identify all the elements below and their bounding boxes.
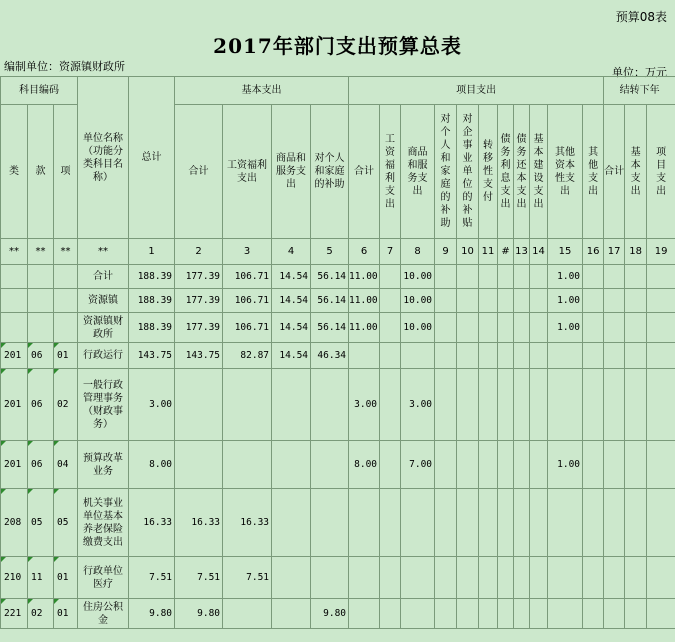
cell-lei [1,313,28,343]
cell-value [514,313,530,343]
cell-unit-name: 预算改革业务 [78,441,129,489]
column-number-0: ** [1,239,28,265]
cell-value [457,265,479,289]
cell-value: 177.39 [175,313,223,343]
cell-value [380,599,401,629]
column-number-20: 17 [604,239,625,265]
header-carry: 结转下年 [604,77,675,105]
cell-value: 188.39 [129,265,175,289]
cell-value [457,557,479,599]
cell-value [272,557,311,599]
cell-value [349,557,380,599]
cell-value [604,289,625,313]
cell-value [380,489,401,557]
header-subject-code: 科目编码 [1,77,78,105]
header-c-basic: 基本支出 [630,146,641,197]
cell-value [457,441,479,489]
header-p-transfer: 转移性支付 [483,140,494,203]
header-p-debt-int: 债务利息支出 [500,133,511,210]
cell-value [479,441,498,489]
cell-lei: 201 [1,369,28,441]
column-number-7: 4 [272,239,311,265]
cell-kuan: 05 [28,489,54,557]
cell-lei [1,289,28,313]
table-row [1,441,675,489]
header-xiang: 项 [54,105,78,239]
cell-value [311,489,349,557]
column-number-18: 15 [548,239,583,265]
cell-value [514,441,530,489]
cell-value [498,599,514,629]
cell-value [514,369,530,441]
cell-value [583,289,604,313]
cell-value [380,289,401,313]
table-row [1,599,675,629]
cell-value [311,557,349,599]
header-b-subsidy: 对个人和家庭的补助 [311,105,349,239]
cell-value [498,369,514,441]
cell-value [175,369,223,441]
cell-value [457,369,479,441]
cell-value [604,441,625,489]
cell-value [583,557,604,599]
cell-value [514,557,530,599]
cell-value [479,369,498,441]
cell-value [583,265,604,289]
cell-value: 11.00 [349,265,380,289]
cell-value [380,369,401,441]
column-number-4: 1 [129,239,175,265]
header-p-other: 其他支出 [588,146,599,197]
cell-value: 7.51 [175,557,223,599]
cell-unit-name: 合计 [78,265,129,289]
cell-value: 8.00 [129,441,175,489]
cell-value [479,557,498,599]
cell-value [583,599,604,629]
cell-value [625,369,647,441]
cell-value: 9.80 [175,599,223,629]
cell-value [583,489,604,557]
cell-value [380,441,401,489]
table-row [1,343,675,369]
cell-value [479,265,498,289]
cell-value: 56.14 [311,265,349,289]
header-project: 项目支出 [349,77,604,105]
cell-value [380,343,401,369]
cell-value [647,441,675,489]
header-b-wage: 工资福利支出 [223,105,272,239]
cell-value [514,489,530,557]
cell-value [530,599,548,629]
cell-value [380,557,401,599]
column-number-16: 13 [514,239,530,265]
cell-value [223,599,272,629]
header-p-subsidy: 对个人和家庭的补助 [440,114,451,229]
table-row [1,557,675,599]
cell-value [272,441,311,489]
cell-value [514,265,530,289]
header-total: 总计 [129,77,175,239]
header-p-debt-repay: 债务还本支出 [516,133,527,210]
cell-value [548,557,583,599]
cell-value [647,265,675,289]
cell-value [349,489,380,557]
cell-unit-name: 机关事业单位基本养老保险缴费支出 [78,489,129,557]
cell-value [479,289,498,313]
cell-value: 3.00 [349,369,380,441]
cell-value: 7.51 [129,557,175,599]
cell-value: 11.00 [349,289,380,313]
cell-unit-name: 资源镇财政所 [78,313,129,343]
cell-value [625,489,647,557]
column-number-row [1,239,675,265]
cell-value [530,289,548,313]
cell-value [514,343,530,369]
cell-value [498,343,514,369]
cell-value [223,369,272,441]
cell-value [604,489,625,557]
cell-value: 9.80 [129,599,175,629]
table-row [1,289,675,313]
column-number-22: 19 [647,239,675,265]
header-lei: 类 [1,105,28,239]
column-number-14: 11 [479,239,498,265]
cell-unit-name: 行政单位医疗 [78,557,129,599]
cell-value [604,265,625,289]
cell-unit-name: 资源镇 [78,289,129,313]
cell-value: 16.33 [223,489,272,557]
cell-value [401,599,435,629]
cell-value: 106.71 [223,289,272,313]
cell-value: 143.75 [175,343,223,369]
cell-kuan: 06 [28,369,54,441]
cell-kuan [28,265,54,289]
cell-value [625,343,647,369]
cell-value [498,557,514,599]
cell-value: 14.54 [272,313,311,343]
cell-value [401,343,435,369]
cell-value [625,289,647,313]
cell-kuan [28,289,54,313]
cell-lei [1,265,28,289]
cell-value [647,313,675,343]
cell-value [548,369,583,441]
column-number-8: 5 [311,239,349,265]
cell-value: 188.39 [129,313,175,343]
cell-value [311,441,349,489]
cell-value: 10.00 [401,289,435,313]
cell-value [647,289,675,313]
cell-kuan: 06 [28,343,54,369]
cell-value: 1.00 [548,313,583,343]
cell-value: 10.00 [401,313,435,343]
cell-value [272,599,311,629]
cell-value [435,369,457,441]
header-p-goods: 商品和服务支出 [407,146,428,197]
cell-value [498,289,514,313]
cell-value: 11.00 [349,313,380,343]
header-p-enterprise: 对企事业单位的补贴 [462,114,473,229]
cell-lei: 210 [1,557,28,599]
cell-value [435,599,457,629]
cell-value: 14.54 [272,343,311,369]
cell-value [530,557,548,599]
cell-xiang: 01 [54,343,78,369]
cell-value [479,489,498,557]
header-p-total: 合计 [349,105,380,239]
cell-value [625,599,647,629]
column-number-6: 3 [223,239,272,265]
cell-value [435,265,457,289]
cell-value [530,489,548,557]
cell-value [272,489,311,557]
cell-value [625,441,647,489]
cell-xiang [54,289,78,313]
cell-xiang: 02 [54,369,78,441]
cell-value [498,265,514,289]
cell-value: 7.51 [223,557,272,599]
cell-value [272,369,311,441]
cell-xiang: 01 [54,557,78,599]
cell-value: 3.00 [401,369,435,441]
cell-xiang [54,265,78,289]
table-row [1,489,675,557]
cell-value [457,313,479,343]
cell-value: 8.00 [349,441,380,489]
header-c-project: 项目支出 [656,146,667,197]
column-number-11: 8 [401,239,435,265]
cell-kuan: 02 [28,599,54,629]
cell-value [349,343,380,369]
cell-value [457,343,479,369]
cell-value [435,489,457,557]
cell-value [583,313,604,343]
cell-value [457,489,479,557]
cell-value: 16.33 [175,489,223,557]
form-number: 预算08表 [615,10,667,24]
cell-value: 10.00 [401,265,435,289]
cell-xiang: 04 [54,441,78,489]
cell-value [498,441,514,489]
cell-value [583,441,604,489]
column-number-19: 16 [583,239,604,265]
cell-value [435,289,457,313]
cell-value [604,343,625,369]
cell-kuan [28,313,54,343]
header-kuan: 款 [28,105,54,239]
cell-value [457,289,479,313]
cell-value [530,369,548,441]
table-row [1,313,675,343]
cell-value [435,313,457,343]
cell-lei: 201 [1,441,28,489]
cell-value [530,265,548,289]
header-p-wage: 工资福利支出 [385,133,396,210]
column-number-10: 7 [380,239,401,265]
cell-value [514,599,530,629]
cell-value [401,557,435,599]
cell-unit-name: 行政运行 [78,343,129,369]
cell-xiang [54,313,78,343]
cell-value: 16.33 [129,489,175,557]
cell-value [514,289,530,313]
cell-value: 106.71 [223,313,272,343]
header-basic: 基本支出 [175,77,349,105]
header-b-total: 合计 [175,105,223,239]
cell-value: 9.80 [311,599,349,629]
cell-value: 3.00 [129,369,175,441]
cell-value [479,343,498,369]
cell-value: 82.87 [223,343,272,369]
cell-value [223,441,272,489]
cell-value [604,557,625,599]
cell-value [647,557,675,599]
cell-value [498,313,514,343]
cell-value [583,343,604,369]
cell-value [380,313,401,343]
column-number-5: 2 [175,239,223,265]
cell-lei: 208 [1,489,28,557]
unit-label: 单位：万元 [612,66,667,79]
cell-value [479,313,498,343]
cell-value: 7.00 [401,441,435,489]
cell-value [479,599,498,629]
cell-lei: 201 [1,343,28,369]
cell-value [175,441,223,489]
cell-value [647,369,675,441]
cell-kuan: 06 [28,441,54,489]
table-row [1,369,675,441]
cell-value [647,599,675,629]
org-label: 编制单位：资源镇财政所 [4,60,125,73]
cell-value [380,265,401,289]
cell-value: 56.14 [311,313,349,343]
column-number-2: ** [54,239,78,265]
cell-value: 177.39 [175,289,223,313]
cell-value [498,489,514,557]
budget-table [0,76,675,629]
column-number-17: 14 [530,239,548,265]
header-p-capital: 基本建设支出 [533,133,544,210]
cell-kuan: 11 [28,557,54,599]
cell-value [625,557,647,599]
header-p-other-cap: 其他资本性支出 [555,146,576,197]
cell-value [401,489,435,557]
column-number-1: ** [28,239,54,265]
cell-value: 56.14 [311,289,349,313]
cell-value [548,599,583,629]
cell-value: 1.00 [548,265,583,289]
cell-value [625,265,647,289]
cell-value [548,343,583,369]
cell-value [435,441,457,489]
cell-value: 46.34 [311,343,349,369]
cell-value [530,343,548,369]
column-number-3: ** [78,239,129,265]
cell-value [530,441,548,489]
cell-lei: 221 [1,599,28,629]
cell-value: 177.39 [175,265,223,289]
cell-value [647,489,675,557]
cell-unit-name: 一般行政管理事务（财政事务） [78,369,129,441]
cell-xiang: 05 [54,489,78,557]
cell-value: 14.54 [272,289,311,313]
cell-value [349,599,380,629]
cell-value [435,343,457,369]
cell-unit-name: 住房公积金 [78,599,129,629]
cell-value: 188.39 [129,289,175,313]
column-number-13: 10 [457,239,479,265]
cell-value [583,369,604,441]
cell-value: 1.00 [548,441,583,489]
header-b-goods: 商品和服务支出 [272,105,311,239]
page-title: 2017年部门支出预算总表 [213,34,462,58]
header-c-total: 合计 [604,105,625,239]
cell-xiang: 01 [54,599,78,629]
table-row [1,265,675,289]
cell-value: 1.00 [548,289,583,313]
cell-value [647,343,675,369]
cell-value [604,313,625,343]
cell-value [625,313,647,343]
column-number-12: 9 [435,239,457,265]
header-unit-name: 单位名称（功能分类科目名称） [78,77,129,239]
cell-value: 143.75 [129,343,175,369]
cell-value [604,369,625,441]
cell-value [530,313,548,343]
cell-value [548,489,583,557]
cell-value: 106.71 [223,265,272,289]
column-number-15: # [498,239,514,265]
cell-value: 14.54 [272,265,311,289]
cell-value [435,557,457,599]
column-number-21: 18 [625,239,647,265]
column-number-9: 6 [349,239,380,265]
cell-value [604,599,625,629]
cell-value [311,369,349,441]
cell-value [457,599,479,629]
